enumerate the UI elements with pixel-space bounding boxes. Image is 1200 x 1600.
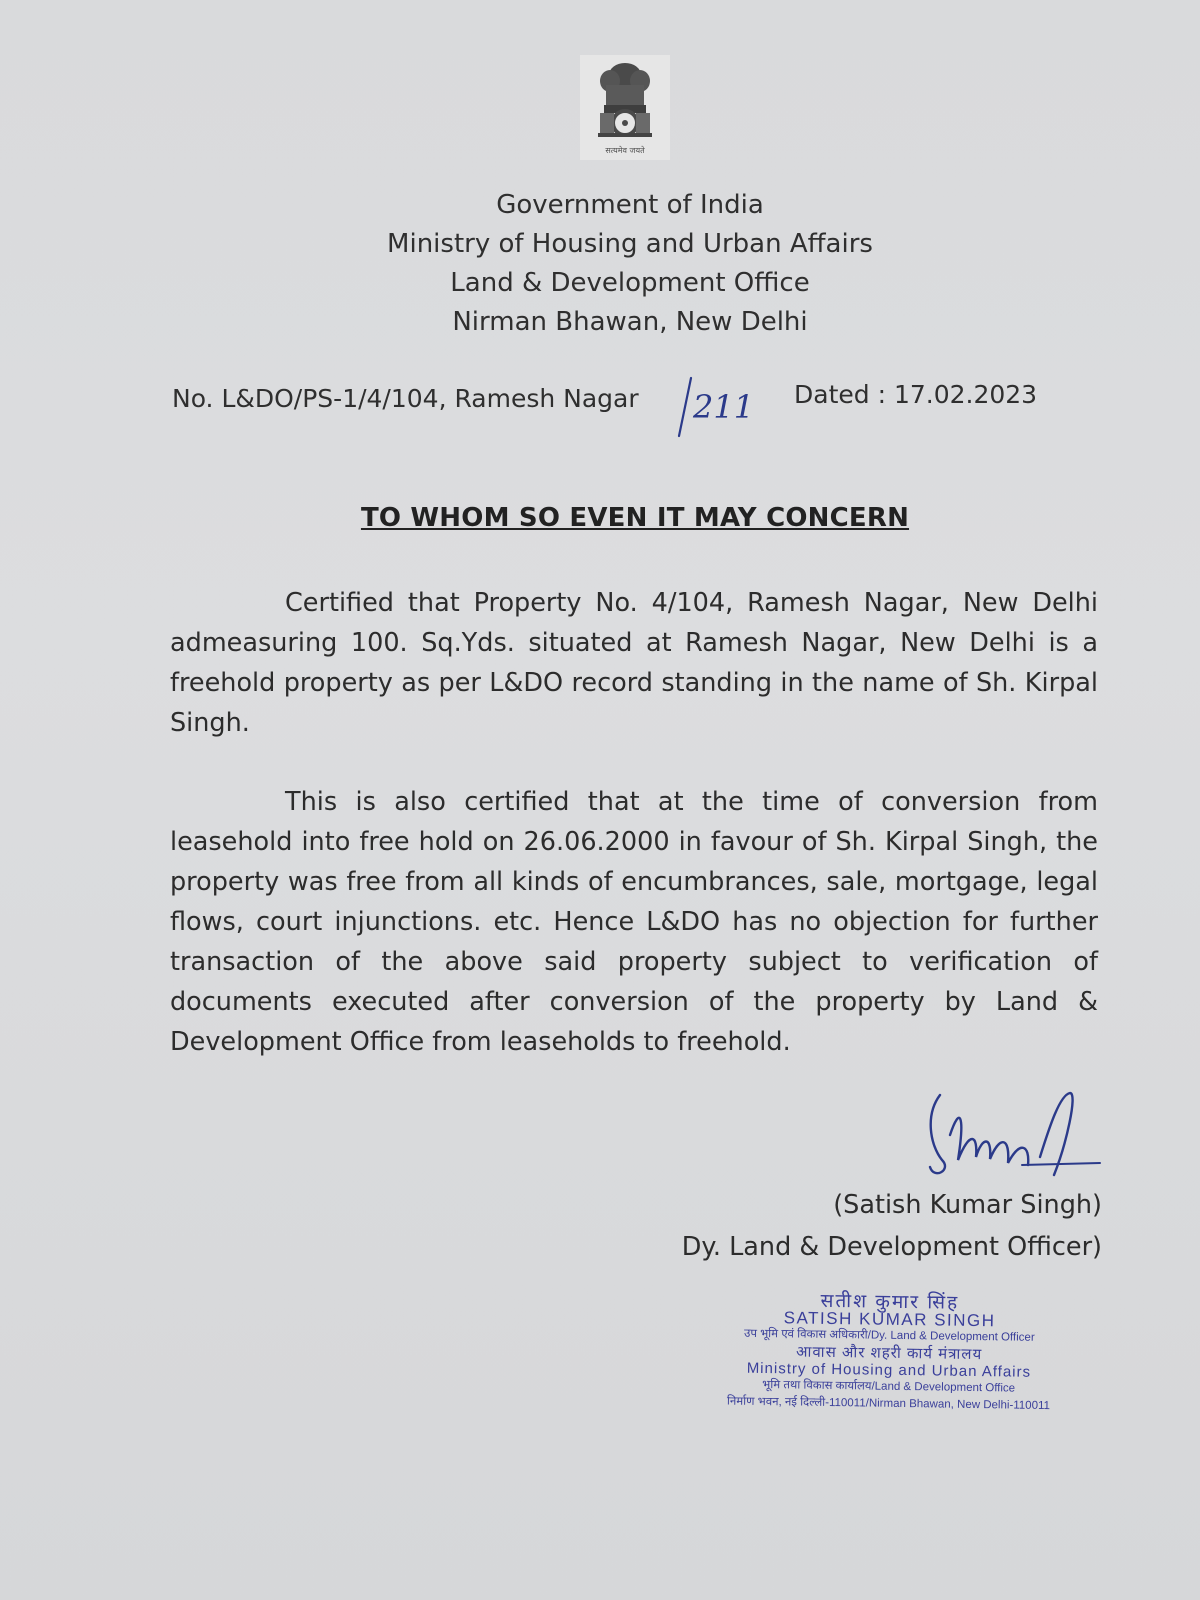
office-header [330, 186, 930, 342]
certification-paragraph-1: Certified that Property No. 4/104, Ramesh Nagar, New Delhi admeasuring 100. Sq.Yds. situated at Ramesh Nagar, New Delhi is a freehold property as per L&DO record standing in the name of Sh. Kirpal Singh. [170, 588, 1098, 738]
official-stamp [688, 1291, 1090, 1416]
handwritten-number-text: 211 [693, 388, 755, 426]
stamp-address: निर्माण भवन, नई दिल्ली-110011/Nirman Bhawan, New Delhi-110011 [726, 1395, 1051, 1413]
state-emblem-icon [580, 55, 670, 145]
handwritten-dispatch-number [677, 374, 757, 444]
reference-line [172, 380, 1072, 426]
stamp-ministry-hindi: आवास और शहरी कार्य मंत्रालय [795, 1343, 983, 1364]
stamp-designation: उप भूमि एवं विकास अधिकारी/Dy. Land & Development Officer [743, 1327, 1035, 1344]
header-government: Government of India [496, 190, 764, 220]
state-emblem [580, 55, 670, 160]
stamp-name-english: SATISH KUMAR SINGH [783, 1308, 996, 1331]
header-office: Land & Development Office [450, 268, 810, 298]
header-address: Nirman Bhawan, New Delhi [452, 307, 808, 337]
handwritten-signature [920, 1085, 1120, 1195]
header-ministry: Ministry of Housing and Urban Affairs [387, 229, 873, 259]
reference-date: Dated : 17.02.2023 [794, 380, 1038, 409]
signatory-designation: Dy. Land & Development Officer) [681, 1232, 1102, 1262]
emblem-motto: सत्यमेव जयते [605, 146, 645, 155]
certification-paragraph-2: This is also certified that at the time of conversion from leasehold into free hold on 26.06.2000 in favour of Sh. Kirpal Singh, the property was free from all kinds of encumbrances, sale, mortgage, legal flows, court injunctions. etc. Hence L&DO has no objection for further transaction of the above said property subject to verification of documents executed after conversion of the property by Land & Development Office from leaseholds to freehold. [170, 787, 1098, 1057]
reference-number: No. L&DO/PS-1/4/104, Ramesh Nagar [172, 384, 639, 413]
stamp-ministry-english: Ministry of Housing and Urban Affairs [746, 1359, 1032, 1381]
stamp-office: भूमि तथा विकास कार्यालय/Land & Development Office [762, 1379, 1016, 1395]
subject-heading: TO WHOM SO EVEN IT MAY CONCERN [360, 503, 910, 533]
stamp-name-hindi: सतीश कुमार सिंह [820, 1290, 960, 1314]
signatory-name: (Satish Kumar Singh) [833, 1190, 1102, 1220]
